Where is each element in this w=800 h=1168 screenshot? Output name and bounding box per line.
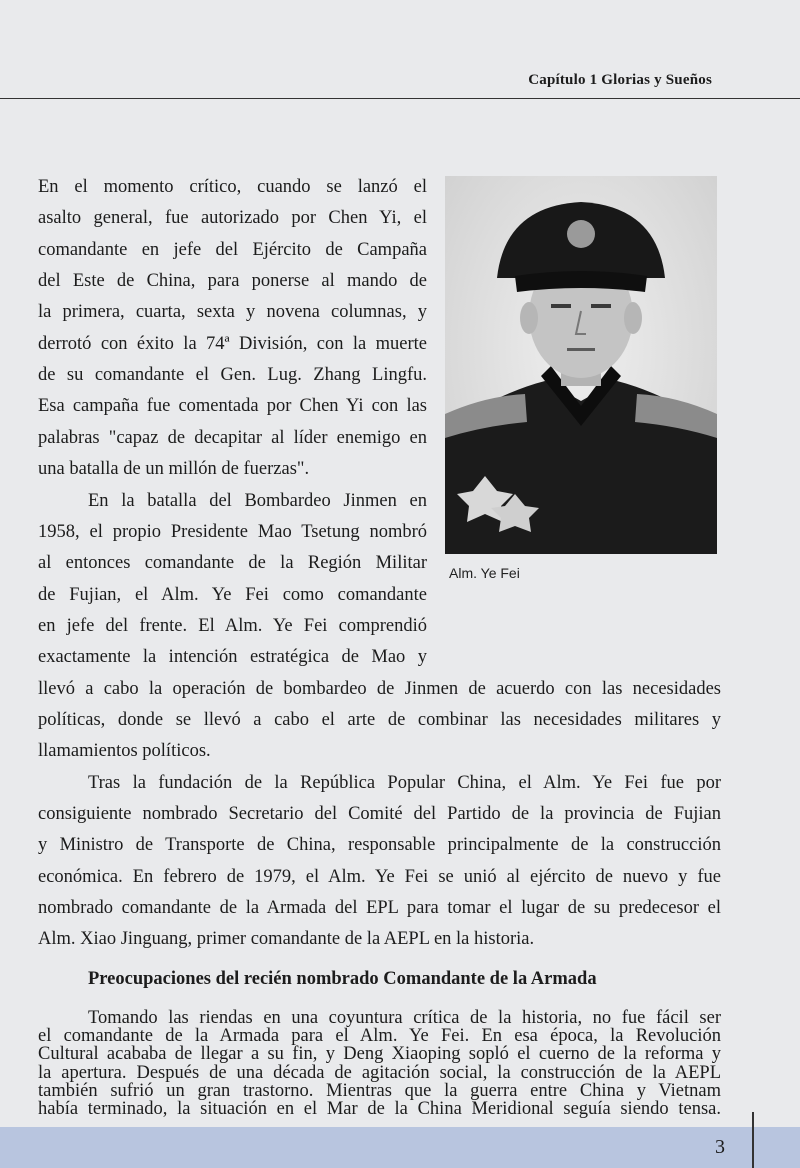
text-line: Esa campaña fue comentada por Chen Yi con las xyxy=(38,396,427,416)
text-line: exactamente la intención estratégica de Mao y xyxy=(38,647,427,667)
text-line: Tomando las riendas en una coyuntura crítica de la historia, no fue fácil ser xyxy=(88,1008,721,1028)
text-line: la apertura. Después de una década de agitación social, la construcción de la AEPL xyxy=(38,1063,721,1083)
text-line: comandante en jefe del Ejército de Campaña xyxy=(38,240,427,260)
text-line: en jefe del frente. El Alm. Ye Fei comprendió xyxy=(38,616,427,636)
text-line: llamamientos políticos. xyxy=(38,741,211,761)
text-line: de su comandante el Gen. Lug. Zhang Lingfu. xyxy=(38,365,427,385)
text-line: políticas, donde se llevó a cabo el arte de combinar las necesidades militares y xyxy=(38,710,721,730)
text-line: Tras la fundación de la República Popular China, el Alm. Ye Fei fue por xyxy=(88,773,721,793)
text-line: y Ministro de Transporte de China, responsable principalmente de la construcción xyxy=(38,835,721,855)
portrait-photo xyxy=(445,176,717,554)
text-line: la primera, cuarta, sexta y novena columnas, y xyxy=(38,302,427,322)
text-line: de Fujian, el Alm. Ye Fei como comandante xyxy=(38,585,427,605)
text-line: al entonces comandante de la Región Militar xyxy=(38,553,427,573)
text-line: del Este de China, para ponerse al mando de xyxy=(38,271,427,291)
text-line: En la batalla del Bombardeo Jinmen en xyxy=(88,491,427,511)
header-rule xyxy=(0,98,800,99)
text-line: económica. En febrero de 1979, el Alm. Ye Fei se unió al ejército de nuevo y fue xyxy=(38,867,721,887)
footer-rule xyxy=(752,1112,754,1168)
text-line: llevó a cabo la operación de bombardeo de Jinmen de acuerdo con las necesidades xyxy=(38,679,721,699)
text-line: derrotó con éxito la 74ª División, con la muerte xyxy=(38,334,427,354)
text-line: también sufrió un gran trastorno. Mientras que la guerra entre China y Vietnam xyxy=(38,1081,721,1101)
text-line: había terminado, la situación en el Mar de la China Meridional seguía siendo tensa. xyxy=(38,1099,721,1119)
text-line: consiguiente nombrado Secretario del Comité del Partido de la provincia de Fujian xyxy=(38,804,721,824)
text-line: una batalla de un millón de fuerzas". xyxy=(38,459,310,479)
text-line: 1958, el propio Presidente Mao Tsetung nombró xyxy=(38,522,427,542)
text-line: asalto general, fue autorizado por Chen Yi, el xyxy=(38,208,427,228)
text-line: nombrado comandante de la Armada del EPL para tomar el lugar de su predecesor el xyxy=(38,898,721,918)
section-heading: Preocupaciones del recién nombrado Comandante de la Armada xyxy=(88,969,597,989)
text-line: palabras "capaz de decapitar al líder enemigo en xyxy=(38,428,427,448)
text-line: Cultural acababa de llegar a su fin, y Deng Xiaoping sopló el cuerno de la reforma y xyxy=(38,1044,721,1064)
photo-caption: Alm. Ye Fei xyxy=(449,565,520,581)
text-line: Alm. Xiao Jinguang, primer comandante de la AEPL en la historia. xyxy=(38,929,535,949)
chapter-header: Capítulo 1 Glorias y Sueños xyxy=(528,72,712,88)
text-line: el comandante de la Armada para el Alm. Ye Fei. En esa época, la Revolución xyxy=(38,1026,721,1046)
page-number: 3 xyxy=(715,1136,725,1158)
text-line: En el momento crítico, cuando se lanzó el xyxy=(38,177,427,197)
footer-band xyxy=(0,1127,800,1168)
